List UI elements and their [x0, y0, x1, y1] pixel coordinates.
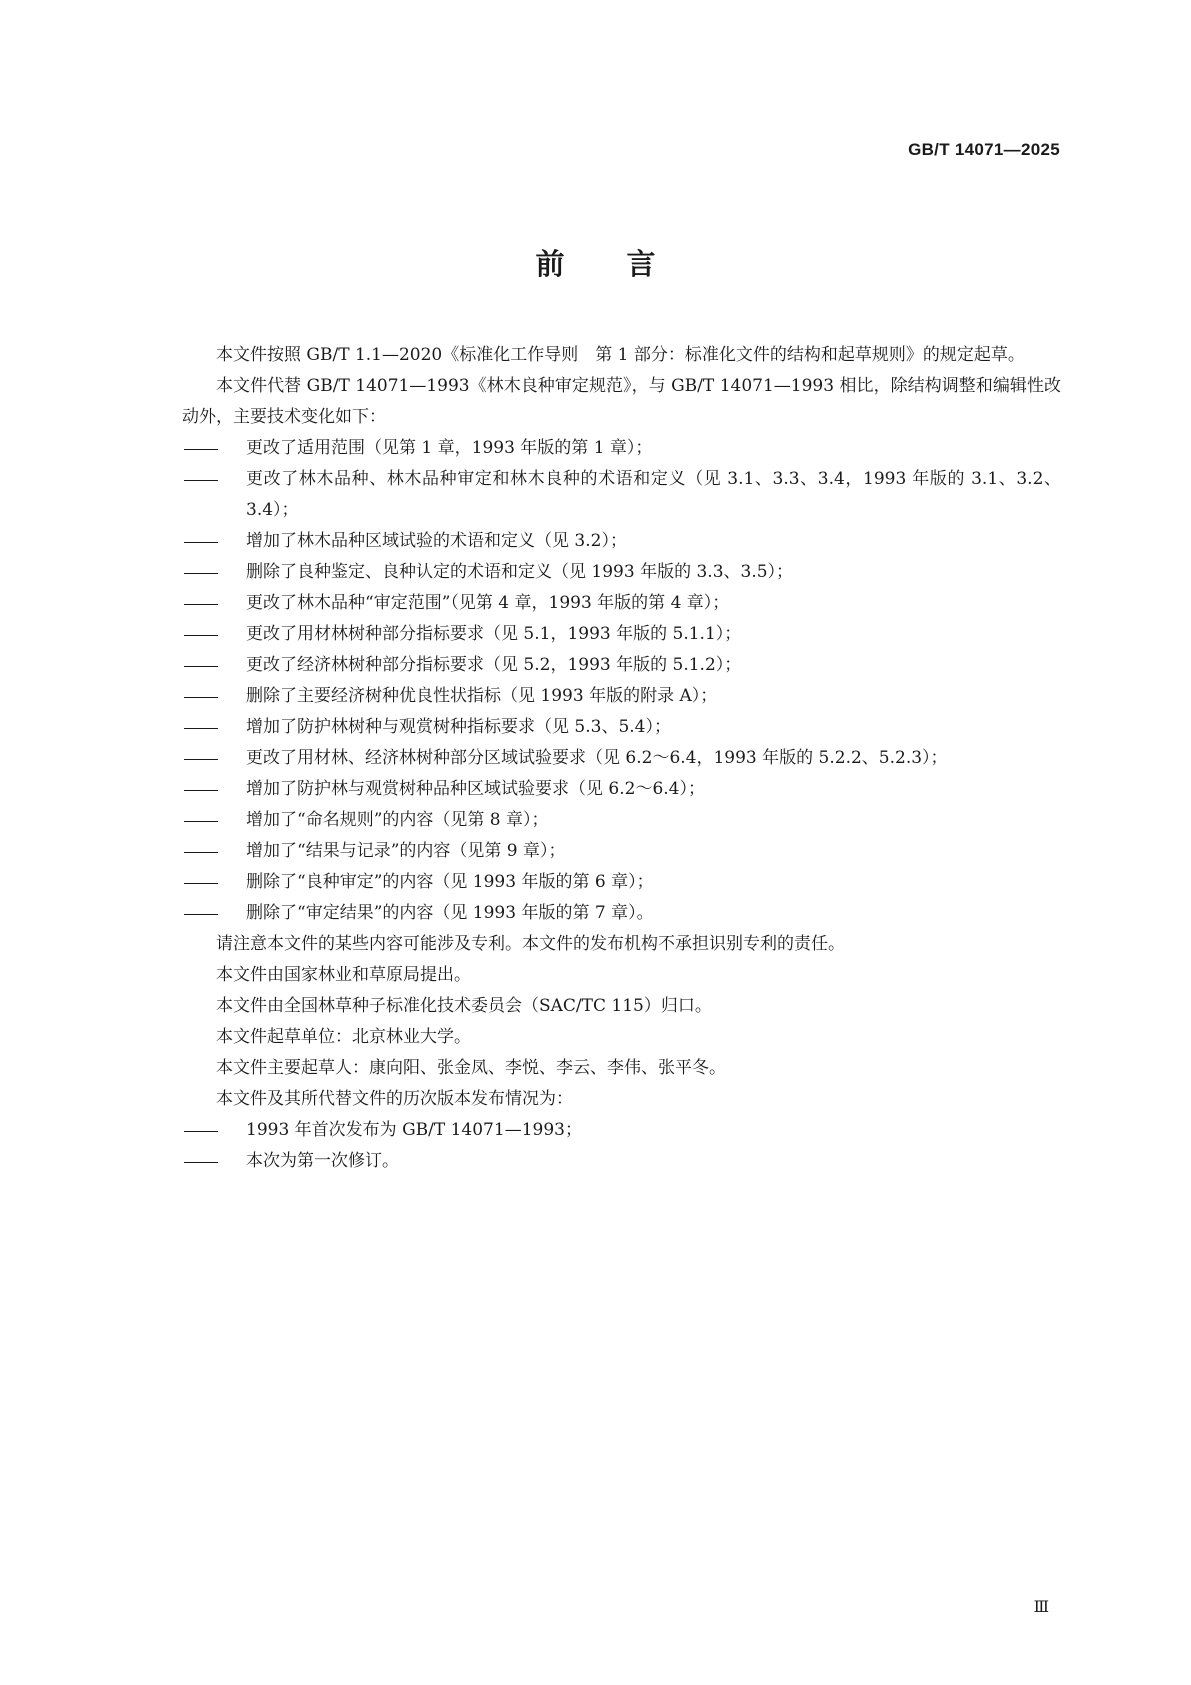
- history-list: [182, 1115, 1061, 1177]
- committee-statement: 本文件由全国林草种子标准化技术委员会（SAC/TC 115）归口。: [216, 996, 712, 1016]
- change-item: 删除了“审定结果”的内容（见 1993 年版的第 7 章）。: [182, 898, 1061, 929]
- intro-paragraph: 本文件代替 GB/T 14071—1993《林木良种审定规范》，与 GB/T 14071—1993 相比，除结构调整和编辑性改动外，主要技术变化如下：: [182, 376, 1061, 427]
- history-item: 1993 年首次发布为 GB/T 14071—1993；: [182, 1115, 1061, 1146]
- drafting-unit: 本文件起草单位：北京林业大学。: [216, 1027, 471, 1047]
- change-item: 更改了林木品种、林木品种审定和林木良种的术语和定义（见 3.1、3.3、3.4，1993 年版的 3.1、3.2、3.4）；: [182, 464, 1061, 526]
- change-item: 增加了“结果与记录”的内容（见第 9 章）；: [182, 836, 1061, 867]
- drafters: 本文件主要起草人：康向阳、张金凤、李悦、李云、李伟、张平冬。: [216, 1058, 726, 1078]
- change-item: 删除了“良种审定”的内容（见 1993 年版的第 6 章）；: [182, 867, 1061, 898]
- change-item: 增加了防护林与观赏树种品种区域试验要求（见 6.2～6.4）；: [182, 774, 1061, 805]
- change-item: 增加了防护林树种与观赏树种指标要求（见 5.3、5.4）；: [182, 712, 1061, 743]
- change-item: 删除了主要经济树种优良性状指标（见 1993 年版的附录 A）；: [182, 681, 1061, 712]
- page-number: Ⅲ: [1033, 1597, 1049, 1616]
- change-list: [182, 433, 1061, 929]
- patent-notice: 请注意本文件的某些内容可能涉及专利。本文件的发布机构不承担识别专利的责任。: [216, 934, 845, 954]
- version-history-intro: 本文件及其所代替文件的历次版本发布情况为：: [216, 1089, 573, 1109]
- change-item: 更改了用材林树种部分指标要求（见 5.1，1993 年版的 5.1.1）；: [182, 619, 1061, 650]
- change-item: 增加了“命名规则”的内容（见第 8 章）；: [182, 805, 1061, 836]
- change-item: 增加了林木品种区域试验的术语和定义（见 3.2）；: [182, 526, 1061, 557]
- change-item: 删除了良种鉴定、良种认定的术语和定义（见 1993 年版的 3.3、3.5）；: [182, 557, 1061, 588]
- change-item: 更改了经济林树种部分指标要求（见 5.2，1993 年版的 5.1.2）；: [182, 650, 1061, 681]
- change-item: 更改了用材林、经济林树种部分区域试验要求（见 6.2～6.4，1993 年版的 5.2.2、5.2.3）；: [182, 743, 1061, 774]
- change-item: 更改了适用范围（见第 1 章，1993 年版的第 1 章）；: [182, 433, 1061, 464]
- page-title: 前言: [535, 247, 718, 281]
- proposer-statement: 本文件由国家林业和草原局提出。: [216, 965, 471, 985]
- intro-paragraph: 本文件按照 GB/T 1.1—2020《标准化工作导则 第 1 部分：标准化文件的结构和起草规则》的规定起草。: [216, 345, 1025, 365]
- change-item: 更改了林木品种“审定范围”（见第 4 章，1993 年版的第 4 章）；: [182, 588, 1061, 619]
- history-item: 本次为第一次修订。: [182, 1146, 1061, 1177]
- preface-body: [182, 340, 1061, 1177]
- standard-number: GB/T 14071—2025: [908, 140, 1060, 159]
